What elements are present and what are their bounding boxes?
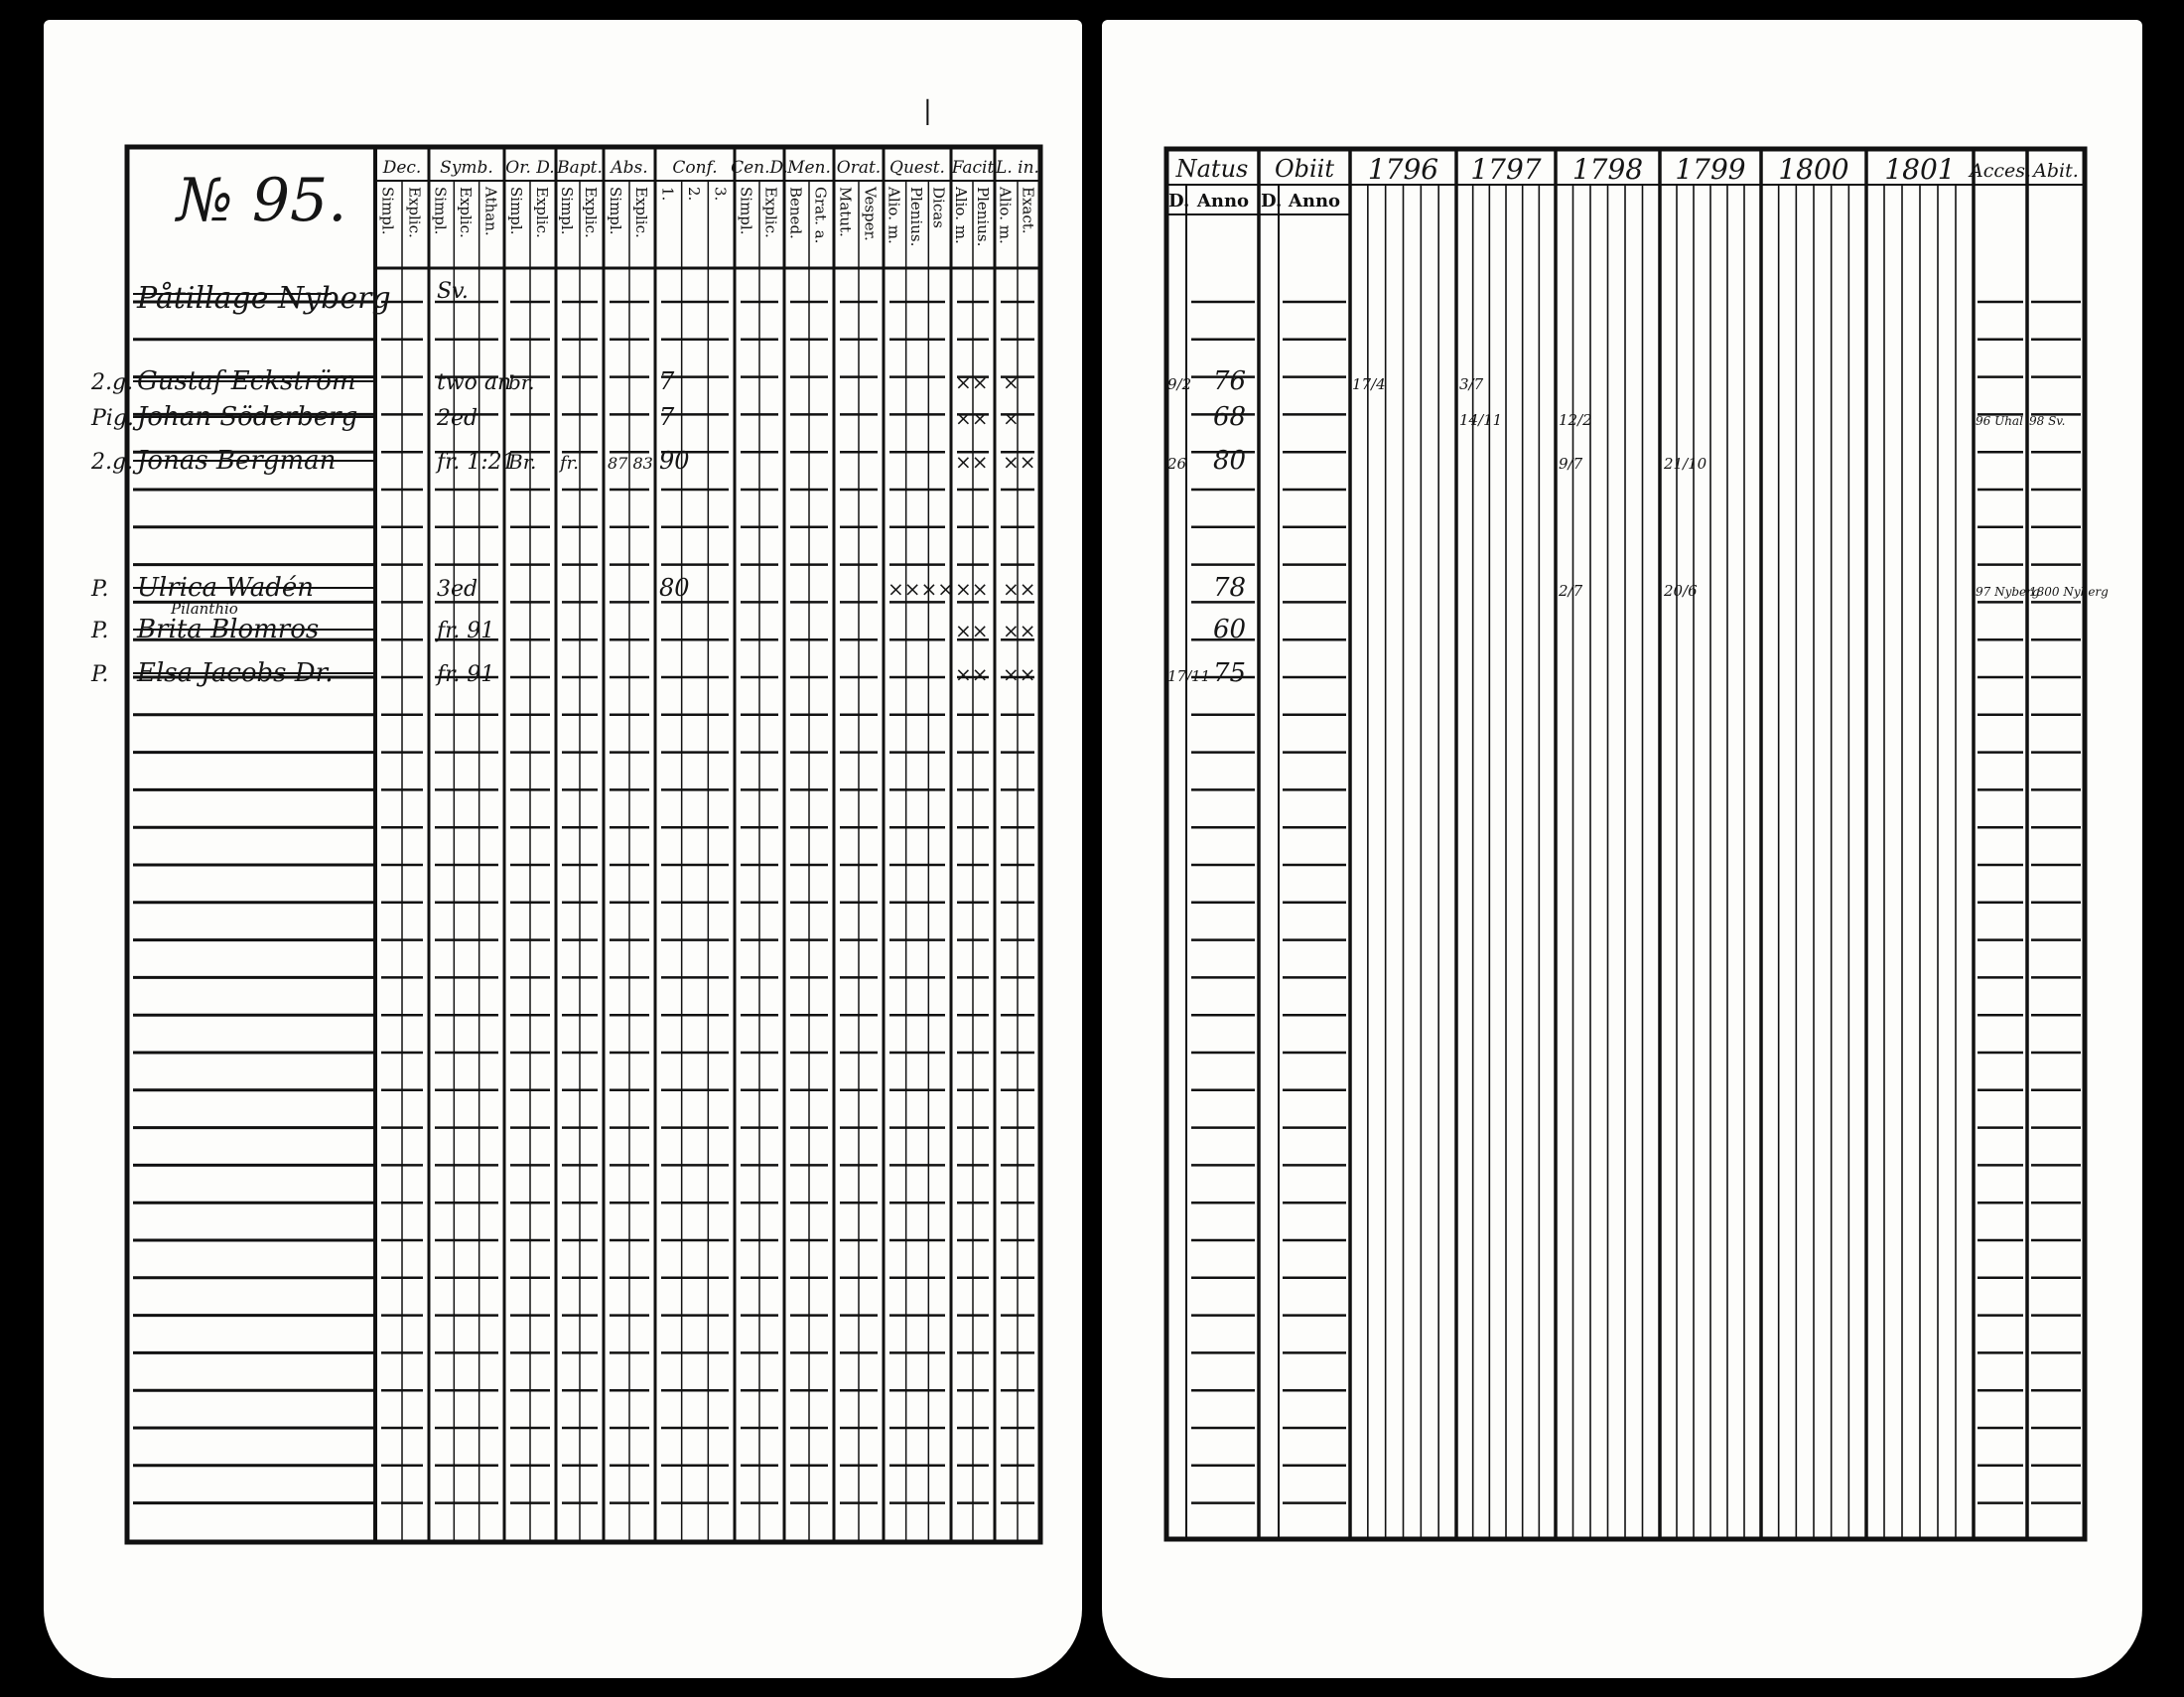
entry-1799: 21/10 xyxy=(1664,455,1707,473)
page-mark: | xyxy=(923,96,932,126)
person-name: Ulrica Wadén xyxy=(137,573,315,603)
farm-name: Påtillage Nyberg xyxy=(137,281,391,316)
birth-day: 9/2 xyxy=(1167,375,1192,393)
subcolumn-header: Simpl. xyxy=(378,187,397,235)
facit-entry: ×× xyxy=(955,577,989,601)
entry-1798: 12/2 xyxy=(1559,411,1592,429)
facit-entry: ×× xyxy=(955,450,989,474)
l-in-entry: ×× xyxy=(1003,619,1036,642)
person-row xyxy=(90,446,1036,476)
acces-header: Acces. xyxy=(1969,160,2032,182)
or-d-entry: br. xyxy=(508,370,535,394)
year-header: 1801 xyxy=(1884,153,1956,186)
facit-entry: ×× xyxy=(955,619,989,642)
person-row xyxy=(437,279,469,304)
column-header: L. in. xyxy=(996,158,1039,178)
subcolumn-header: Explic. xyxy=(533,187,551,238)
birth-year: 76 xyxy=(1213,366,1247,396)
conf-entry: 90 xyxy=(659,447,690,475)
birth-day: 26 xyxy=(1167,455,1187,473)
right-row-lines xyxy=(1191,302,2081,1503)
year-header: 1798 xyxy=(1571,153,1644,186)
subcolumn-header: 2. xyxy=(685,187,703,202)
l-in-entry: × xyxy=(1003,406,1020,430)
right-column-lines xyxy=(1186,149,2027,1539)
birth-year: 60 xyxy=(1213,615,1247,644)
right-column-headers xyxy=(1168,153,2079,212)
subcolumn-header: Simpl. xyxy=(607,187,624,235)
birth-day: 17/11 xyxy=(1167,667,1211,685)
bapt-entry: fr. xyxy=(560,453,580,474)
entry-1797: 3/7 xyxy=(1459,375,1484,393)
facit-entry: ×× xyxy=(955,662,989,686)
symb-entry: fr. 91 xyxy=(437,662,495,687)
column-header: Men. xyxy=(787,158,831,178)
left-column-headers xyxy=(379,158,1039,246)
birth-year: 78 xyxy=(1213,573,1247,603)
left-register-table xyxy=(90,96,1040,1542)
symb-entry: 3ed xyxy=(437,577,478,602)
birth-year: 80 xyxy=(1213,446,1247,476)
entry-1798: 9/7 xyxy=(1559,455,1583,473)
subcolumn-header: Bened. xyxy=(786,187,805,239)
person-name: Elsa Jacobs Dr. xyxy=(137,658,334,688)
subcolumn-header: Simpl. xyxy=(507,187,525,235)
subcolumn-header: Exact. xyxy=(1019,187,1037,234)
left-row-lines xyxy=(133,302,1034,1503)
subcolumn-header: Explic. xyxy=(632,187,650,238)
abit-entry: 98 Sv. xyxy=(2029,414,2066,428)
d-subheader: D. xyxy=(1168,191,1190,212)
subcolumn-header: Athan. xyxy=(481,187,500,236)
birth-year: 68 xyxy=(1213,402,1247,432)
conf-entry: 7 xyxy=(659,403,675,431)
entry-1798: 2/7 xyxy=(1559,582,1583,600)
year-header: 1799 xyxy=(1675,153,1746,186)
facit-entry: ×× xyxy=(955,406,989,430)
acces-entry: 97 Nyberg xyxy=(1976,585,2040,599)
subcolumn-header: Simpl. xyxy=(558,187,576,235)
person-dates-row xyxy=(1166,446,1707,476)
person-row xyxy=(90,573,1036,603)
l-in-entry: ×× xyxy=(1003,450,1036,474)
column-header: Orat. xyxy=(836,158,882,178)
entry-1799: 20/6 xyxy=(1664,582,1698,600)
subcolumn-header: Dicas xyxy=(929,187,948,228)
house-number: № 95. xyxy=(177,166,347,235)
subcolumn-header: Alio. m. xyxy=(952,187,970,244)
subcolumn-header: Simpl. xyxy=(737,187,755,235)
year-header: 1800 xyxy=(1778,153,1849,186)
person-name: Jonas Bergman xyxy=(137,446,337,476)
person-row xyxy=(90,658,1036,688)
right-register-table xyxy=(1166,149,2109,1539)
natus-header: Natus xyxy=(1175,155,1249,183)
symb-entry: two an xyxy=(437,370,512,395)
facit-entry: ×× xyxy=(955,370,989,394)
acces-entry: 96 Uhal xyxy=(1976,414,2023,428)
subcolumn-header: Grat. a. xyxy=(811,187,830,244)
abit-header: Abit. xyxy=(2033,160,2079,182)
or-d-entry: Br. xyxy=(508,450,537,474)
subcolumn-header: Alio. m. xyxy=(996,187,1015,244)
abit-entry: 1800 Nyberg xyxy=(2029,585,2109,599)
left-table-frame xyxy=(127,147,1040,1542)
entry-1797: 14/11 xyxy=(1459,411,1503,429)
subcolumn-header: Explic. xyxy=(761,187,780,238)
entry-1796: 17/4 xyxy=(1352,375,1386,393)
person-status: P. xyxy=(91,577,109,602)
symb-entry: fr. 1:21 xyxy=(437,450,516,475)
subcolumn-header: Explic. xyxy=(457,187,475,238)
subcolumn-header: Matut. xyxy=(836,187,855,237)
column-header: Conf. xyxy=(672,158,718,178)
conf-entry: 7 xyxy=(659,367,675,395)
symb-entry: Sv. xyxy=(437,279,469,304)
anno-subheader: Anno xyxy=(1288,191,1341,212)
subcolumn-header: Plenius. xyxy=(974,187,992,247)
person-status: 2.g. xyxy=(91,450,134,475)
anno-subheader: Anno xyxy=(1196,191,1250,212)
person-name: Brita Blomros xyxy=(137,615,320,644)
column-header: Or. D. xyxy=(505,158,555,178)
column-header: Quest. xyxy=(889,158,945,178)
person-dates-row xyxy=(1213,615,1246,644)
obiit-header: Obiit xyxy=(1274,155,1335,183)
person-status: P. xyxy=(91,662,109,687)
subcolumn-header: Vesper. xyxy=(861,187,880,241)
subcolumn-header: 3. xyxy=(711,187,730,202)
column-header: Bapt. xyxy=(557,158,603,178)
l-in-entry: ×× xyxy=(1003,662,1036,686)
column-header: Cen.D. xyxy=(731,158,788,178)
subcolumn-header: Simpl. xyxy=(431,187,450,235)
person-status: 2.g. xyxy=(91,370,134,395)
column-header: Symb. xyxy=(440,158,493,178)
column-header: Facit xyxy=(951,158,995,178)
column-header: Dec. xyxy=(382,158,422,178)
d-subheader: D. xyxy=(1261,191,1283,212)
l-in-entry: ×× xyxy=(1003,577,1036,601)
person-dates-row xyxy=(1167,366,1484,396)
person-dates-row xyxy=(1167,658,1246,688)
subcolumn-header: Explic. xyxy=(405,187,424,238)
quest-entry: ×××× xyxy=(887,577,955,601)
subcolumn-header: Plenius. xyxy=(907,187,925,247)
subcolumn-header: 1. xyxy=(658,187,677,202)
person-name: Gustaf Eckström xyxy=(137,366,356,396)
symb-entry: fr. 91 xyxy=(437,619,495,643)
subcolumn-header: Explic. xyxy=(582,187,600,238)
person-status: P. xyxy=(91,619,109,643)
conf-entry: 80 xyxy=(659,574,690,602)
birth-year: 75 xyxy=(1213,658,1247,688)
left-column-lines xyxy=(402,147,1018,1542)
l-in-entry: × xyxy=(1003,370,1020,394)
margin-note: Pilanthio xyxy=(171,600,238,618)
person-name: Johan Söderberg xyxy=(137,402,358,432)
column-header: Abs. xyxy=(611,158,648,178)
abs-entry: 87 83 xyxy=(608,454,653,473)
subcolumn-header: Alio. m. xyxy=(885,187,903,244)
year-header: 1796 xyxy=(1367,153,1439,186)
year-header: 1797 xyxy=(1470,153,1542,186)
person-status: Pig. xyxy=(91,406,134,431)
symb-entry: 2ed xyxy=(437,406,478,431)
